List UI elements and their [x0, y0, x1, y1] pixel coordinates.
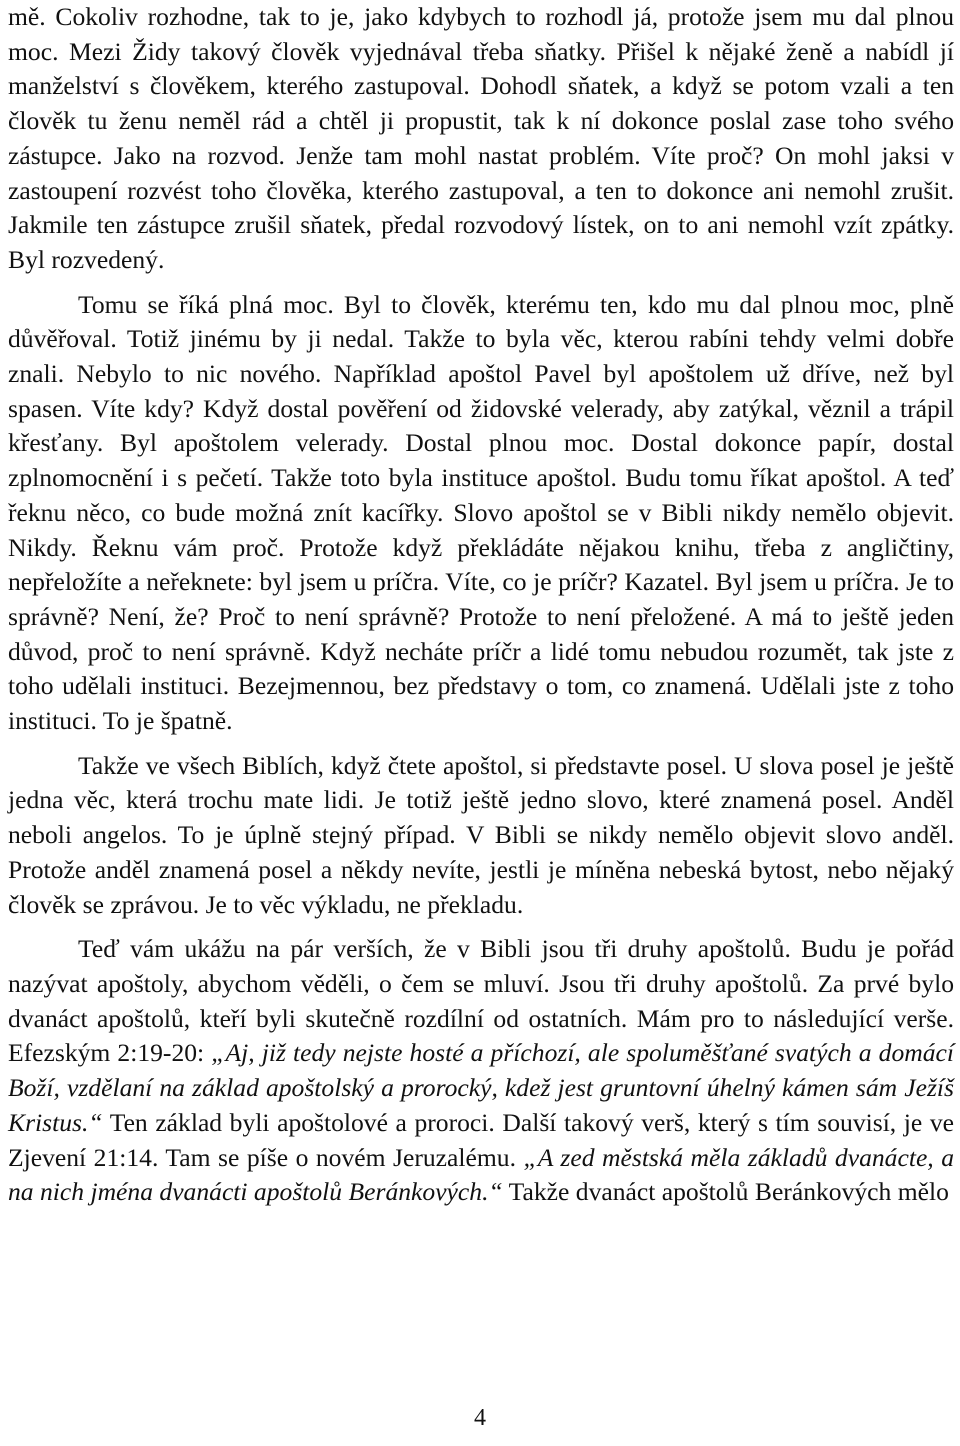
paragraph-4-text-a: Teď vám ukážu na pár verších, že v Bibli jsou tři druhy apoštolů. Budu je pořád nazývat apoštoly, abychom věděli, o čem se mluví. Jsou tři druhy apoštolů. Za prvé bylo dvanáct apoštolů, kteří byli skutečně rozdílní od ostatních. Mám pro to následující verše. Efezským 2:19-20: — [8, 934, 954, 1068]
page-number: 4 — [474, 1405, 486, 1431]
paragraph-3-text: Takže ve všech Biblích, když čtete apoštol, si představte posel. U slova posel je ještě jedna věc, která trochu mate lidi. Je totiž ještě jedno slovo, které znamená posel. Anděl neboli angelos. To je úplně stejný případ. V Bibli se nikdy nemělo objevit slovo anděl. Protože anděl znamená posel a někdy nevíte, jestli je míněna nebeská bytost, nebo nějaký člověk se zprávou. Je to věc výkladu, ne překladu. — [8, 750, 954, 919]
paragraph-4-text-c: Takže dvanáct apoštolů Beránkových mělo — [502, 1177, 949, 1207]
paragraph-2 — [8, 288, 954, 739]
document-page — [8, 0, 954, 1210]
paragraph-1 — [8, 0, 954, 278]
paragraph-2-text: Tomu se říká plná moc. Byl to člověk, kterému ten, kdo mu dal plnou moc, plně důvěřoval. Totiž jinému by ji nedal. Takže to byla věc, kterou rabíni tehdy velmi dobře znali. Nebylo to nic nového. Například apoštol Pavel byl apoštolem už dříve, než byl spasen. Víte kdy? Když dostal pověření od židovské velerady, aby zatýkal, věznil a trápil křesťany. Byl apoštolem velerady. Dostal plnou moc. Dostal dokonce papír, dostal zplnomocnění i s pečetí. Takže toto byla instituce apoštol. Budu tomu říkat apoštol. A teď řeknu něco, co bude možná znít kacířky. Slovo apoštol se v Bibli nikdy nemělo objevit. Nikdy. Řeknu vám proč. Protože když překládáte nějakou knihu, třeba z angličtiny, nepřeložíte a neřeknete: byl jsem u príčra. Víte, co je príčr? Kazatel. Byl jsem u príčra. Je to správně? Není, že? Proč to není správně? Protože to není přeložené. A má to ještě jeden důvod, proč to není správně. Když necháte príčr a lidé tomu nebudou rozumět, tak jste z toho udělali instituci. Bezejmennou, bez představy o tom, co znamená. Udělali jste z toho instituci. To je špatně. — [8, 289, 954, 736]
bible-quote-ephesians: „Aj, již tedy nejste hosté a příchozí, ale spoluměšťané svatých a domácí Boží, vzdělaní na základ apoštolský a prorocký, kdež jest gruntovní úhelný kámen sám Ježíš Kristus.“ — [8, 1038, 954, 1137]
paragraph-3 — [8, 749, 954, 923]
paragraph-1-text: mě. Cokoliv rozhodne, tak to je, jako kdybych to rozhodl já, protože jsem mu dal plnou moc. Mezi Židy takový člověk vyjednával třeba sňatky. Přišel k nějaké ženě a nabídl jí manželství s člověkem, kterého zastupoval. Dohodl sňatek, a když se potom vzali a ten člověk tu ženu neměl rád a chtěl ji propustit, tak k ní dokonce poslal zase toho svého zástupce. Jako na rozvod. Jenže tam mohl nastat problém. Víte proč? On mohl jaksi v zastoupení rozvést toho člověka, kterého zastupoval, a ten to dokonce ani nemohl zrušit. Jakmile ten zástupce zrušil sňatek, předal rozvodový lístek, on to ani nemohl vzít zpátky. Byl rozvedený. — [8, 2, 954, 274]
paragraph-4 — [8, 932, 954, 1210]
paragraph-4-text-b: Ten základ byli apoštolové a proroci. Další takový verš, který s tím souvisí, je ve Zjevení 21:14. Tam se píše o novém Jeruzalému. — [8, 1107, 954, 1172]
bible-quote-revelation: „A zed městská měla základů dvanácte, a na nich jména dvanácti apoštolů Beránkových.“ — [8, 1142, 954, 1207]
